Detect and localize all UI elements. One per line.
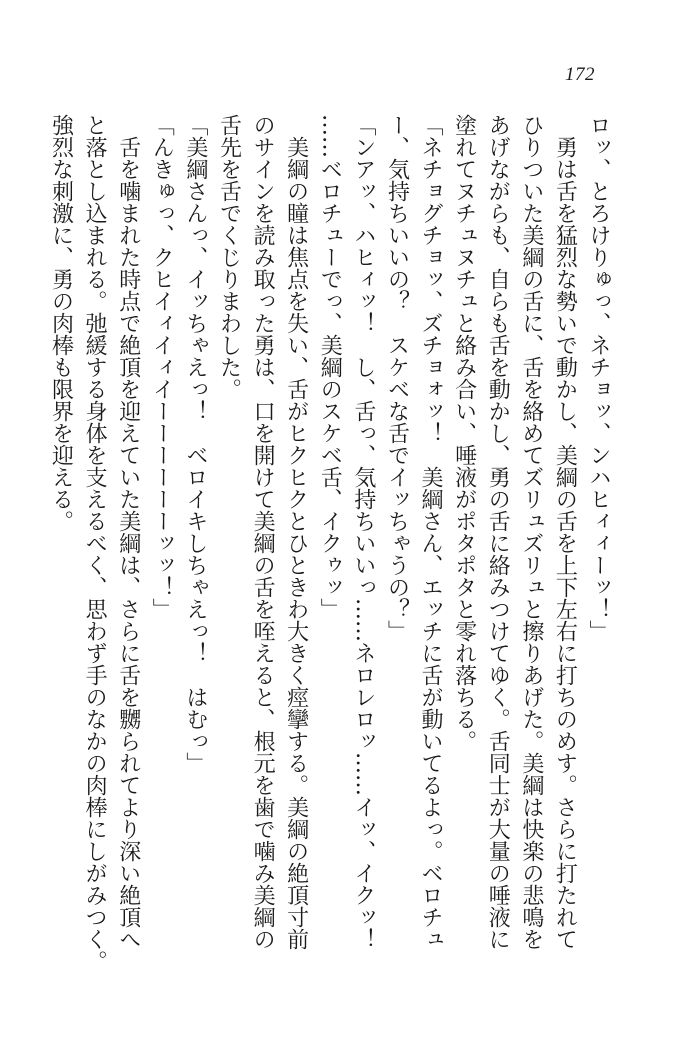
text-line: ロッ、とろけりゅっ、ネチョッ、ンハヒィィーッ！」 (586, 114, 611, 642)
text-line: のサインを読み取った勇は、口を開けて美綱の舌を咥えると、根元を歯で噛み美綱の (250, 114, 276, 950)
body-text (48, 114, 615, 994)
text-line: 舌を噛まれた時点で絶頂を迎えていた美綱は、さらに舌を嬲られてより深い絶頂へ (115, 114, 141, 950)
text-line: 「ネチョグチョッ、ズチョォッ！ 美綱さん、エッチに舌が動いてるよっ。ベロチュ (418, 114, 444, 950)
text-line: 舌先を舌でくじりまわした。 (216, 114, 242, 400)
text-line: 美綱の瞳は焦点を失い、舌がヒクヒクとひときわ大きく痙攣する。美綱の絶頂寸前 (283, 114, 309, 950)
text-line: ひりついた美綱の舌に、舌を絡めてズリュズリュと擦りあげた。美綱は快楽の悲鳴を (518, 114, 544, 950)
text-line: 強烈な刺激に、勇の肉棒も限界を迎える。 (48, 114, 74, 532)
text-line: ー、気持ちいいの？ スケベな舌でイッちゃうの？」 (384, 114, 410, 642)
page-number: 172 (565, 64, 595, 85)
text-line: 「んきゅっ、クヒイィイィイーーーーーーッッ！」 (149, 114, 175, 620)
text-line: ……ベロチューでっ、美綱のスケベ舌、イクゥッ」 (317, 114, 343, 620)
text-line: と落とし込まれる。弛緩する身体を支えるべく、思わず手のなかの肉棒にしがみつく。 (82, 114, 108, 972)
text-line: 塗れてヌチュヌチュと絡み合い、唾液がポタポタと零れ落ちる。 (451, 114, 477, 752)
text-line: あげながらも、自らも舌を動かし、勇の舌に絡みつけてゆく。舌同士が大量の唾液に (485, 114, 511, 950)
text-line: 「ンアッ、ハヒィッ！ し、舌っ、気持ちいいっ……ネロレロッ……イッ、イクッ！ (350, 114, 376, 950)
text-line: 「美綱さんっ、イッちゃえっ！ ベロイキしちゃえっ！ はむっ」 (182, 114, 208, 774)
text-line: 勇は舌を猛烈な勢いで動かし、美綱の舌を上下左右に打ちのめす。さらに打たれて (552, 114, 578, 950)
